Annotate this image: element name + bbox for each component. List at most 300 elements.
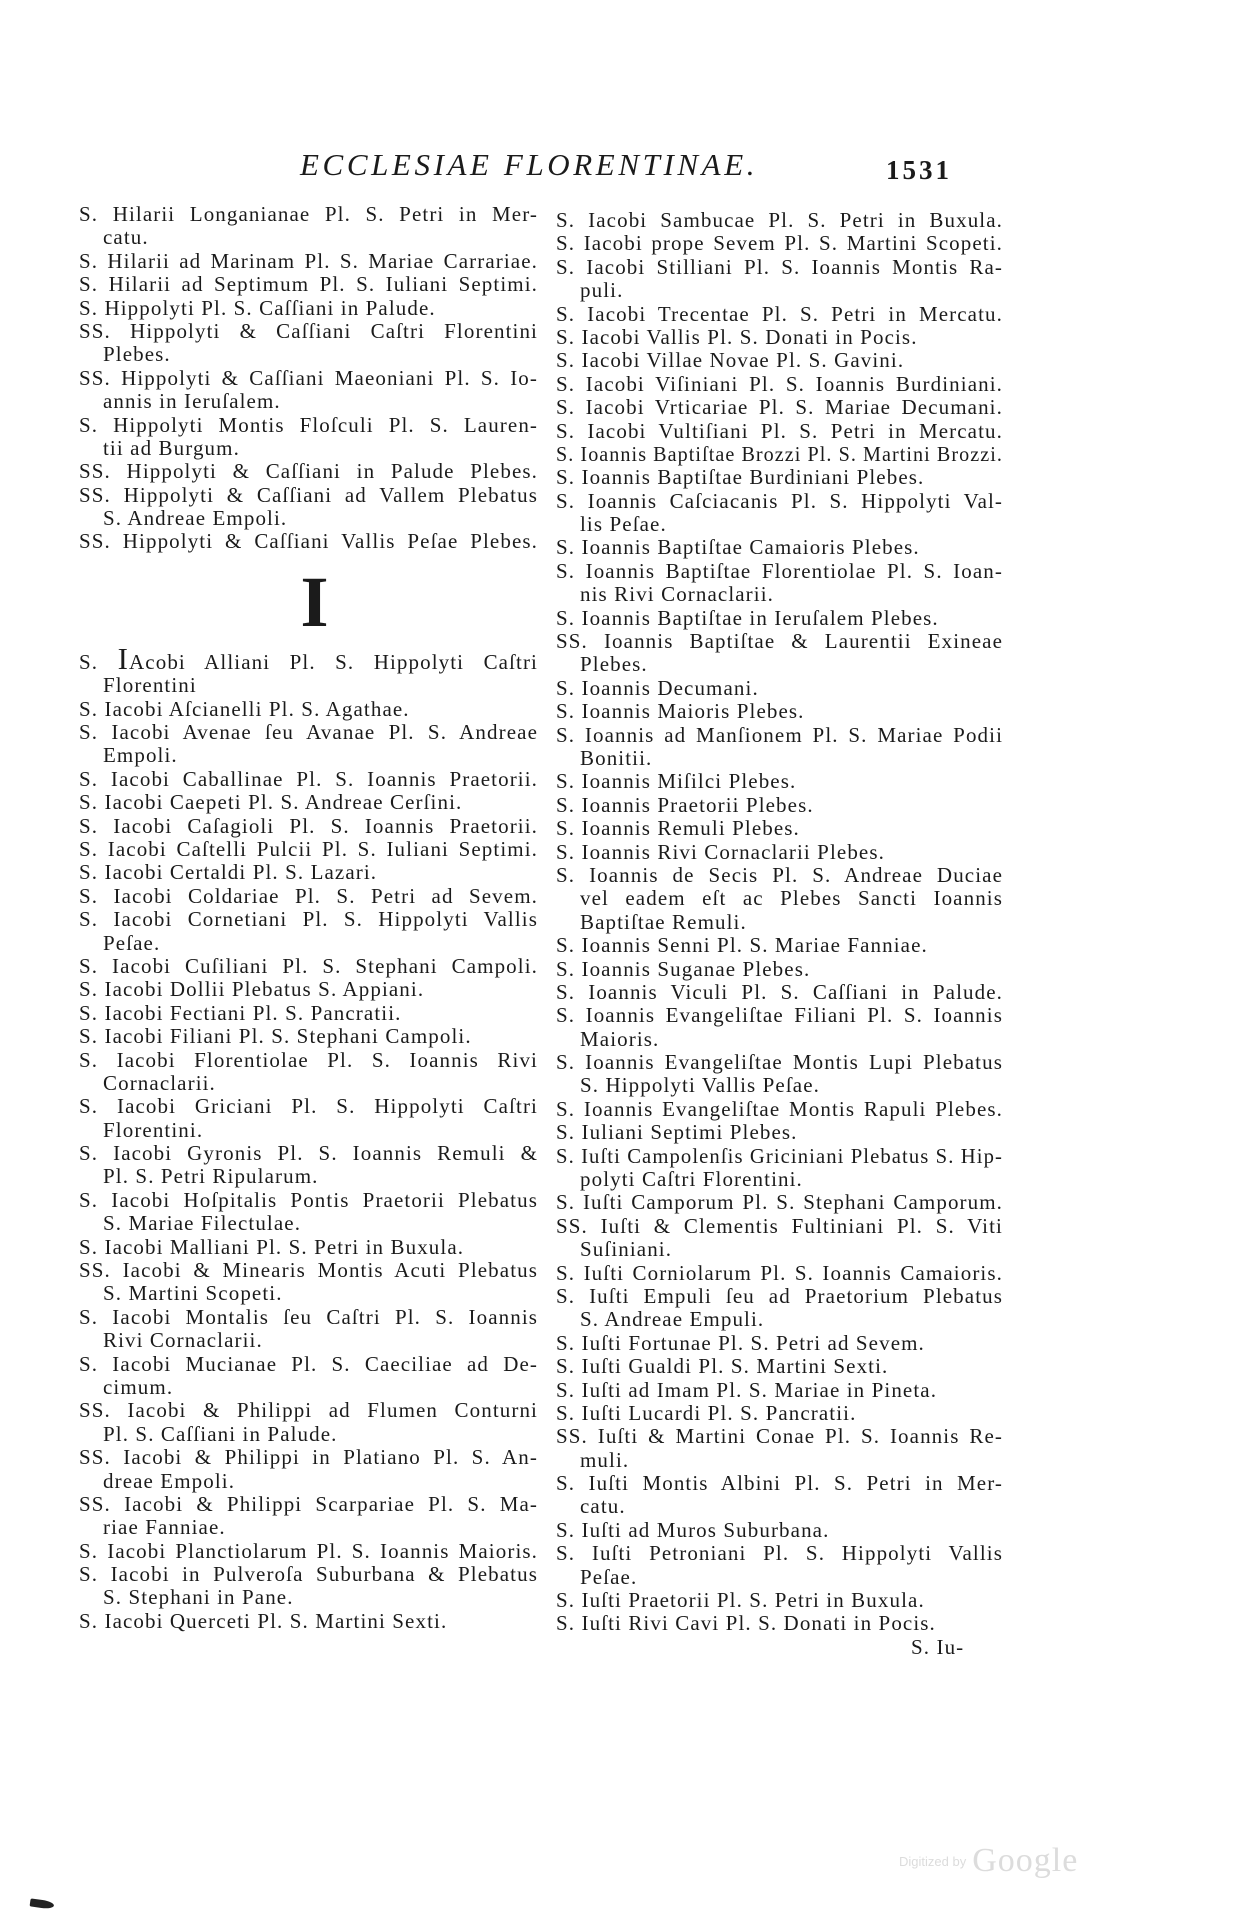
entry-line	[79, 530, 538, 553]
entry-line-text: S. Ioannis Baptiſtae Burdiniani Plebes.	[556, 465, 925, 490]
index-entry	[556, 490, 1003, 537]
entry-line	[79, 908, 538, 931]
entry-line	[79, 1119, 538, 1142]
entry-line-text: SS. Hippolyti & Caſſiani in Palude Plebes.	[79, 459, 538, 484]
entry-line-text: S. Hilarii ad Septimum Pl. S. Iuliani Septimi.	[79, 272, 538, 297]
index-entry	[556, 209, 1003, 232]
entry-line-text: S. Ioannis de Secis Pl. S. Andreae Duciae	[556, 862, 1003, 887]
entry-line-text: Bonitii.	[580, 745, 653, 770]
entry-line-text: S. Iacobi Hoſpitalis Pontis Praetorii Plebatus	[79, 1187, 538, 1212]
index-entry	[556, 349, 1003, 372]
entry-line-text: S. Iacobi Trecentae Pl. S. Petri in Mercatu.	[556, 301, 1003, 326]
entry-line	[556, 1379, 1003, 1402]
entry-line	[79, 1142, 538, 1165]
index-entry	[556, 1355, 1003, 1378]
entry-line	[79, 297, 538, 320]
index-entry	[556, 326, 1003, 349]
entry-line-text: SS. Iacobi & Philippi in Platiano Pl. S. An-	[79, 1445, 539, 1470]
entry-line	[79, 1423, 538, 1446]
entry-line-text: S. Iacobi Vultiſiani Pl. S. Petri in Mercatu.	[556, 418, 1003, 443]
entry-line-text: S. Iuſti Corniolarum Pl. S. Ioannis Camaioris.	[556, 1260, 1003, 1285]
entry-line	[79, 1329, 538, 1352]
entry-line	[79, 437, 538, 460]
entry-line	[556, 326, 1003, 349]
index-entry	[556, 1472, 1003, 1519]
entry-line	[556, 1285, 1003, 1308]
entry-line-text: Pl. S. Caſſiani in Palude.	[103, 1421, 338, 1446]
entry-line	[79, 1516, 538, 1539]
entry-line-text: Plebes.	[580, 652, 648, 677]
entry-line	[556, 677, 1003, 700]
entry-line-text: S. Iacobi Fectiani Pl. S. Pancratii.	[79, 1000, 402, 1025]
entry-line-text: SS. Iacobi & Minearis Montis Acuti Plebatus	[79, 1258, 539, 1283]
ink-mark	[30, 1898, 55, 1909]
index-entry	[79, 1095, 538, 1142]
index-entry	[79, 1142, 538, 1189]
entry-line	[79, 1259, 538, 1282]
entry-line	[556, 1238, 1003, 1261]
entry-line	[556, 1004, 1003, 1027]
entry-line-text: nis Rivi Cornaclarii.	[580, 582, 774, 607]
entry-line-text: S. Ioannis ad Manſionem Pl. S. Mariae Podii	[556, 722, 1004, 747]
entry-line-text: Peſae.	[103, 930, 161, 955]
entry-line-text: S. Ioannis Decumani.	[556, 675, 759, 700]
google-logo: Google	[972, 1842, 1079, 1879]
entry-line-text: Peſae.	[580, 1564, 638, 1589]
entry-line	[79, 640, 538, 676]
entry-line	[79, 1236, 538, 1259]
index-entry	[556, 536, 1003, 559]
entry-line	[556, 934, 1003, 957]
index-entry	[556, 420, 1003, 443]
entry-line-text: S. Iacobi Dollii Plebatus S. Appiani.	[79, 977, 425, 1002]
section-letter: I	[300, 561, 329, 642]
entry-line	[79, 1470, 538, 1493]
entry-line-text: S. Iacobi prope Sevem Pl. S. Martini Scopeti.	[556, 231, 1004, 256]
entry-line-text: S. Iacobi Coldariae Pl. S. Petri ad Sevem.	[79, 883, 538, 908]
entry-line	[79, 1563, 538, 1586]
entry-line	[556, 1449, 1003, 1472]
entry-line-text: S. Ioannis Baptiſtae Florentiolae Pl. S. Ioan-	[556, 558, 1003, 583]
entry-line-text: S. Andreae Empuli.	[580, 1307, 765, 1332]
entry-line-text: SS. Iacobi & Philippi ad Flumen Conturni	[79, 1398, 538, 1423]
entry-line	[556, 1472, 1003, 1495]
entry-line	[79, 768, 538, 791]
entry-line-text: S. Iacobi Montalis ſeu Caſtri Pl. S. Ioannis	[79, 1304, 539, 1329]
entry-line-text: S. Iuſti Camporum Pl. S. Stephani Camporum.	[556, 1190, 1004, 1215]
entry-line	[79, 1189, 538, 1212]
entry-line-text: S. Hilarii ad Marinam Pl. S. Mariae Carrariae.	[79, 248, 538, 273]
entry-line-text: SS. Hippolyti & Caſſiani ad Vallem Plebatus	[79, 482, 538, 507]
entry-line	[79, 1376, 538, 1399]
entry-line	[79, 791, 538, 814]
digitization-watermark	[899, 1842, 1078, 1880]
entry-line-text: S. Ioannis Evangeliſtae Montis Rapuli Plebes.	[556, 1096, 1003, 1121]
entry-line	[79, 367, 538, 390]
entry-line-text: S. Iacobi Avenae ſeu Avanae Pl. S. Andreae	[79, 720, 538, 745]
entry-line-text: catu.	[103, 225, 149, 250]
entry-line-text: S. Iacobi Certaldi Pl. S. Lazari.	[79, 860, 378, 885]
index-entry	[556, 794, 1003, 817]
entry-line-text: S. Iuliani Septimi Plebes.	[556, 1120, 798, 1145]
entry-line	[556, 1074, 1003, 1097]
index-entry	[556, 303, 1003, 326]
entry-line-text: S. Iacobi Florentiolae Pl. S. Ioannis Rivi	[79, 1047, 538, 1072]
entry-line-text: Pl. S. Petri Ripularum.	[103, 1164, 319, 1189]
entry-line-text: S. Iacobi Querceti Pl. S. Martini Sexti.	[79, 1608, 448, 1633]
entry-line-text: SS. Hippolyti & Caſſiani Vallis Peſae Plebes.	[79, 529, 539, 554]
entry-line	[556, 256, 1003, 279]
entry-line	[79, 1540, 538, 1563]
index-entry	[79, 320, 538, 367]
index-entry	[79, 367, 538, 414]
entry-line	[556, 887, 1003, 910]
index-entry	[556, 1285, 1003, 1332]
entry-line-text: S. Iacobi Caballinae Pl. S. Ioannis Praetorii.	[79, 766, 539, 791]
entry-line	[556, 1098, 1003, 1121]
entry-line	[556, 209, 1003, 232]
entry-line	[79, 1025, 538, 1048]
entry-line	[79, 1049, 538, 1072]
entry-line-text: S. Ioannis Evangeliſtae Montis Lupi Plebatus	[556, 1050, 1003, 1075]
entry-line-text: S. Andreae Empoli.	[103, 506, 288, 531]
entry-line-text: S. Hippolyti Montis Floſculi Pl. S. Lauren-	[79, 412, 539, 437]
index-entry	[556, 1379, 1003, 1402]
index-entry	[556, 934, 1003, 957]
entry-line-text: S. Iacobi Planctiolarum Pl. S. Ioannis Maioris.	[79, 1538, 538, 1563]
entry-line-text: S. Iacobi Viſiniani Pl. S. Ioannis Burdiniani.	[556, 371, 1004, 396]
index-entry	[556, 466, 1003, 489]
entry-line-text: S. Hippolyti Vallis Peſae.	[580, 1073, 820, 1098]
entry-line-text: S. Iuſti ad Muros Suburbana.	[556, 1517, 830, 1542]
entry-line-text: S. Iuſti Rivi Cavi Pl. S. Donati in Pocis.	[556, 1611, 936, 1636]
entry-line	[556, 1425, 1003, 1448]
entry-line	[79, 460, 538, 483]
entry-line	[79, 1165, 538, 1188]
index-entry	[556, 1332, 1003, 1355]
entry-line-text: tii ad Burgum.	[103, 435, 240, 460]
entry-line	[79, 484, 538, 507]
entry-line	[79, 1399, 538, 1422]
entry-line-text: SS. Iacobi & Philippi Scarpariae Pl. S. Ma-	[79, 1491, 539, 1516]
index-entry	[79, 1002, 538, 1025]
entry-line	[556, 841, 1003, 864]
entry-line-text: S. Iuſti Lucardi Pl. S. Pancratii.	[556, 1400, 857, 1425]
entry-line-text: S. Ioannis Suganae Plebes.	[556, 956, 811, 981]
entry-line	[79, 203, 538, 226]
entry-line-text: Plebes.	[103, 342, 171, 367]
entry-line-text: SS. Iuſti & Martini Conae Pl. S. Ioannis Re-	[556, 1424, 1003, 1449]
entry-line	[556, 420, 1003, 443]
entry-line-text: S. Ioannis Miſilci Plebes.	[556, 769, 797, 794]
entry-line-text: cimum.	[103, 1374, 174, 1399]
entry-line-text: S. Ioannis Baptiſtae Camaioris Plebes.	[556, 535, 920, 560]
entry-line-text: S. Iacobi Villae Novae Pl. S. Gavini.	[556, 348, 905, 373]
index-entry	[79, 414, 538, 461]
index-entry	[79, 1236, 538, 1259]
index-entry	[79, 978, 538, 1001]
index-entry	[556, 958, 1003, 981]
entry-line	[79, 1306, 538, 1329]
entry-line	[556, 536, 1003, 559]
index-entry	[79, 1610, 538, 1633]
entry-line	[556, 1168, 1003, 1191]
index-entry	[79, 721, 538, 768]
index-entry	[79, 530, 538, 553]
index-entry	[556, 864, 1003, 934]
entry-list	[79, 203, 538, 554]
entry-line-text: S. Iacobi Sambucae Pl. S. Petri in Buxula.	[556, 208, 1004, 232]
index-entry	[556, 443, 1003, 466]
index-entry	[79, 1049, 538, 1096]
entry-line-text: S. Ioannis Baptiſtae in Ieruſalem Plebes.	[556, 605, 939, 630]
entry-line	[556, 1028, 1003, 1051]
entry-line	[79, 1610, 538, 1633]
index-entry	[556, 1589, 1003, 1612]
index-entry	[556, 1004, 1003, 1051]
entry-line	[556, 653, 1003, 676]
entry-line-text: S. Iacobi Vallis Pl. S. Donati in Pocis.	[556, 324, 918, 349]
entry-line	[79, 1446, 538, 1469]
entry-line-text: S. Iacobi Cornetiani Pl. S. Hippolyti Vallis	[79, 907, 538, 932]
entry-line-text: Empoli.	[103, 743, 178, 768]
entry-line-text: S. Iuſti Campolenſis Griciniani Plebatus S. Hip-	[556, 1143, 1003, 1168]
entry-line-text: S. Iacobi Caſagioli Pl. S. Ioannis Praetorii.	[79, 813, 539, 838]
entry-line	[556, 1402, 1003, 1425]
entry-line-text: S. Ioannis Viculi Pl. S. Caſſiani in Palude.	[556, 979, 1003, 1004]
entry-line	[556, 1145, 1003, 1168]
entry-line	[556, 607, 1003, 630]
entry-line	[556, 724, 1003, 747]
entry-line	[79, 273, 538, 296]
index-entry	[556, 981, 1003, 1004]
entry-line-text: S. Iacobi in Pulveroſa Suburbana & Plebatus	[79, 1562, 538, 1587]
entry-line	[556, 1191, 1003, 1214]
index-entry	[79, 861, 538, 884]
entry-line	[79, 955, 538, 978]
index-entry	[79, 885, 538, 908]
entry-line	[556, 630, 1003, 653]
entry-line	[556, 1495, 1003, 1518]
entry-line-text: Baptiſtae Remuli.	[580, 909, 747, 934]
index-entry	[556, 630, 1003, 677]
entry-line	[556, 747, 1003, 770]
entry-line	[556, 466, 1003, 489]
entry-line	[79, 932, 538, 955]
entry-line-text: S. Ioannis Caſciacanis Pl. S. Hippolyti Val-	[556, 488, 1004, 513]
entry-line-text: S. Ioannis Senni Pl. S. Mariae Fanniae.	[556, 933, 928, 958]
entry-line	[556, 958, 1003, 981]
entry-line-text: muli.	[580, 1447, 630, 1472]
index-entry	[556, 724, 1003, 771]
entry-line	[79, 390, 538, 413]
entry-line	[556, 700, 1003, 723]
index-entry	[556, 817, 1003, 840]
index-entry	[79, 640, 538, 698]
entry-line	[556, 864, 1003, 887]
entry-line-text: S. Martini Scopeti.	[103, 1281, 283, 1306]
entry-line	[79, 744, 538, 767]
entry-line-text: vel eadem eſt ac Plebes Sancti Ioannis	[580, 886, 1004, 911]
entry-line-text: S. Iacobi Griciani Pl. S. Hippolyti Caſtri	[79, 1094, 538, 1119]
index-entry	[79, 1353, 538, 1400]
entry-line	[556, 490, 1003, 513]
entry-line	[556, 911, 1003, 934]
index-entry	[79, 768, 538, 791]
index-entry	[556, 700, 1003, 723]
entry-line	[79, 885, 538, 908]
entry-line-text: S. Iacobi Cuſiliani Pl. S. Stephani Campoli.	[79, 953, 538, 978]
entry-line-text: polyti Caſtri Florentini.	[580, 1167, 803, 1192]
entry-line	[556, 583, 1003, 606]
index-entry	[556, 1051, 1003, 1098]
entry-line	[556, 1589, 1003, 1612]
entry-line	[556, 349, 1003, 372]
entry-line-text: Cornaclarii.	[103, 1070, 216, 1095]
index-entry	[556, 396, 1003, 419]
entry-line-text: S. Iacobi Caepeti Pl. S. Andreae Cerſini.	[79, 790, 463, 815]
index-entry	[79, 250, 538, 273]
entry-line	[556, 373, 1003, 396]
index-entry	[79, 791, 538, 814]
index-entry	[556, 1215, 1003, 1262]
entry-line	[79, 1493, 538, 1516]
index-entry	[79, 698, 538, 721]
entry-line-text: S. Iuſti Praetorii Pl. S. Petri in Buxula.	[556, 1588, 925, 1613]
entry-line-text: Rivi Cornaclarii.	[103, 1328, 263, 1353]
entry-list	[556, 209, 1003, 1636]
entry-line-text: S. Hippolyti Pl. S. Caſſiani in Palude.	[79, 295, 436, 320]
entry-line-text: S. Iuſti Fortunae Pl. S. Petri ad Sevem.	[556, 1330, 925, 1355]
entry-line	[79, 343, 538, 366]
entry-line	[556, 1051, 1003, 1074]
entry-line-text: S. Iacobi Stilliani Pl. S. Ioannis Montis Ra-	[556, 254, 1003, 279]
entry-line-text: SS. Ioannis Baptiſtae & Laurentii Exineae	[556, 629, 1004, 654]
entry-line-text: S. Mariae Filectulae.	[103, 1211, 302, 1236]
index-entry	[79, 1540, 538, 1563]
entry-line-text: Florentini	[103, 673, 197, 698]
entry-text: Acobi Alliani Pl. S. Hippolyti Caſtri	[129, 649, 538, 674]
entry-line	[79, 1586, 538, 1609]
index-entry	[79, 1025, 538, 1048]
entry-line-text: lis Peſae.	[580, 512, 667, 537]
index-entry	[79, 297, 538, 320]
index-entry	[79, 1306, 538, 1353]
entry-line-text: S. Iuſti ad Imam Pl. S. Mariae in Pineta.	[556, 1377, 938, 1402]
index-entry	[79, 1493, 538, 1540]
entry-line-text: Maioris.	[580, 1026, 660, 1051]
entry-line-text: Florentini.	[103, 1117, 204, 1142]
index-entry	[79, 484, 538, 531]
index-entry	[556, 607, 1003, 630]
entry-line	[79, 507, 538, 530]
entry-line	[79, 1072, 538, 1095]
entry-line	[556, 1308, 1003, 1331]
index-entry	[79, 273, 538, 296]
entry-line-text: S. Iacobi Aſcianelli Pl. S. Agathae.	[79, 696, 410, 721]
entry-line-text: S. Ioannis Baptiſtae Brozzi Pl. S. Martini Brozzi.	[556, 441, 1003, 466]
index-entry	[556, 1612, 1003, 1635]
entry-line	[556, 560, 1003, 583]
entry-line	[556, 817, 1003, 840]
index-entry	[79, 460, 538, 483]
entry-line	[79, 414, 538, 437]
entry-line	[556, 1566, 1003, 1589]
entry-line-text: S. Iacobi Filiani Pl. S. Stephani Campoli.	[79, 1024, 472, 1049]
index-entry	[556, 1121, 1003, 1144]
index-entry	[556, 677, 1003, 700]
entry-line-text: SS. Hippolyti & Caſſiani Maeoniani Pl. S. Io-	[79, 365, 538, 390]
entry-line	[79, 320, 538, 343]
entry-line	[79, 1002, 538, 1025]
left-column	[79, 203, 538, 1633]
index-entry	[79, 1446, 538, 1493]
entry-line-text: S. Ioannis Praetorii Plebes.	[556, 792, 814, 817]
entry-line	[79, 1282, 538, 1305]
entry-line-text: S. Stephani in Pane.	[103, 1585, 294, 1610]
entry-line	[556, 279, 1003, 302]
entry-line-text: S. Iuſti Gualdi Pl. S. Martini Sexti.	[556, 1354, 889, 1379]
entry-line	[79, 978, 538, 1001]
entry-line-text: S. Iacobi Caſtelli Pulcii Pl. S. Iuliani Septimi.	[79, 836, 539, 861]
entry-line-text: S. Iuſti Petroniani Pl. S. Hippolyti Vallis	[556, 1541, 1003, 1566]
entry-line-text: SS. Hippolyti & Caſſiani Caſtri Florentini	[79, 318, 538, 343]
entry-line-text: riae Fanniae.	[103, 1515, 226, 1540]
entry-line	[556, 794, 1003, 817]
entry-line-text: S. Iacobi Gyronis Pl. S. Ioannis Remuli &	[79, 1141, 539, 1166]
entry-line-text: puli.	[580, 278, 624, 303]
entry-line-text: S. Iacobi Vrticariae Pl. S. Mariae Decumani.	[556, 395, 1003, 420]
entry-line	[79, 838, 538, 861]
index-entry	[556, 1425, 1003, 1472]
entry-line	[79, 861, 538, 884]
entry-line	[556, 1262, 1003, 1285]
entry-line-text: S. Hilarii Longanianae Pl. S. Petri in Mer-	[79, 202, 538, 226]
index-entry	[556, 1542, 1003, 1589]
entry-line	[79, 674, 538, 697]
index-entry	[556, 373, 1003, 396]
index-entry	[79, 1399, 538, 1446]
index-entry	[556, 841, 1003, 864]
watermark-prefix: Digitized by	[899, 1853, 967, 1869]
entry-line	[79, 226, 538, 249]
entry-line-text: S. Ioannis Evangeliſtae Filiani Pl. S. Ioannis	[556, 1003, 1003, 1028]
index-entry	[556, 232, 1003, 255]
entry-line-text: S. Ioannis Remuli Plebes.	[556, 816, 800, 841]
entry-line	[556, 770, 1003, 793]
index-entry	[556, 770, 1003, 793]
running-title: ECCLESIAE FLORENTINAE.	[300, 147, 759, 182]
index-entry	[79, 203, 538, 250]
entry-line	[556, 303, 1003, 326]
index-entry	[556, 1191, 1003, 1214]
index-entry	[556, 1402, 1003, 1425]
entry-line-text: S. Iacobi Malliani Pl. S. Petri in Buxula.	[79, 1234, 465, 1259]
entry-line	[556, 1355, 1003, 1378]
index-entry	[556, 1262, 1003, 1285]
section-initial: I	[117, 640, 130, 676]
entry-line-text	[79, 640, 538, 676]
index-entry	[79, 1259, 538, 1306]
entry-line-text: S. Iacobi Mucianae Pl. S. Caeciliae ad De-	[79, 1351, 538, 1376]
entry-line	[556, 1542, 1003, 1565]
entry-line	[556, 1121, 1003, 1144]
entry-line	[556, 513, 1003, 536]
entry-line	[79, 815, 538, 838]
entry-line	[79, 698, 538, 721]
index-entry	[556, 256, 1003, 303]
index-entry	[79, 955, 538, 978]
